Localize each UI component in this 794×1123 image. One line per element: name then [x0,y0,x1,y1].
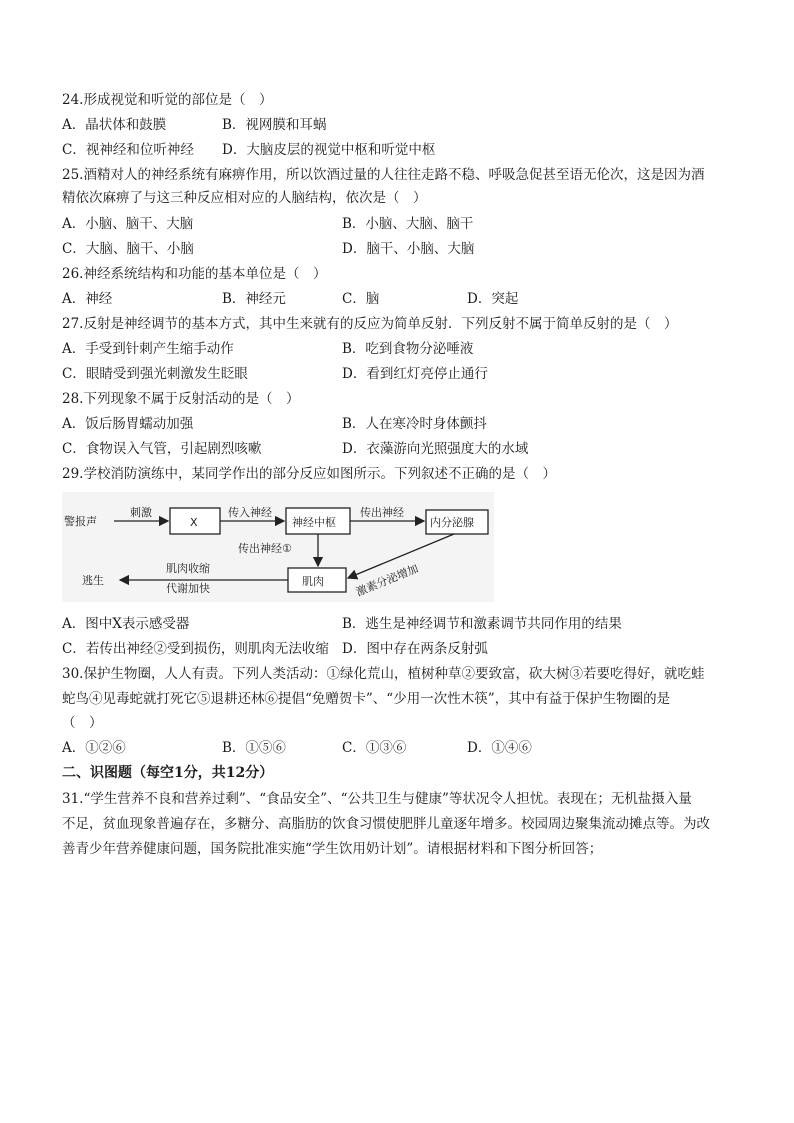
q25-stem-line2: 精依次麻痹了与这三种反应相对应的人脑结构，依次是（ ） [62,190,427,206]
q24-option-d: D．大脑皮层的视觉中枢和听觉中枢 [222,142,436,158]
q30-option-a: A．①②⑥ [62,740,126,756]
q27-option-d: D．看到红灯亮停止通行 [342,366,488,382]
q28-option-b: B．人在寒冷时身体颤抖 [342,416,487,432]
q29-option-d: D．图中存在两条反射弧 [342,641,488,657]
q25-option-d: D．脑干、小脑、大脑 [342,241,475,257]
q26-stem: 26.神经系统结构和功能的基本单位是（ ） [62,266,327,282]
q29-option-b: B．逃生是神经调节和激素调节共同作用的结果 [342,616,622,632]
q24-option-b: B．视网膜和耳蜗 [222,117,327,133]
label-stimulus: 刺激 [130,506,152,519]
label-alarm: 警报声 [64,515,97,528]
q24-option-c: C．视神经和位听神经 [62,142,194,158]
q31-line3: 善青少年营养健康问题，国务院批准实施“学生饮用奶计划”。请根据材料和下图分析回答； [62,841,603,857]
q30-option-c: C．①③⑥ [342,740,407,756]
label-endocrine: 内分泌腺 [430,516,474,529]
label-efferent-mid: 传出神经① [238,542,292,555]
q28-option-d: D．衣藻游向光照强度大的水域 [342,441,529,457]
reflex-diagram [62,492,494,602]
label-contract2: 代谢加快 [166,582,210,595]
q27-stem: 27.反射是神经调节的基本方式，其中生来就有的反应为简单反射．下列反射不属于简单反射的是（ ） [62,316,678,332]
q26-option-d: D．突起 [467,291,519,307]
q29-option-c: C．若传出神经②受到损伤，则肌肉无法收缩 [62,641,329,657]
q26-option-b: B．神经元 [222,291,286,307]
q28-option-c: C．食物误入气管，引起剧烈咳嗽 [62,441,262,457]
q30-option-d: D．①④⑥ [467,740,532,756]
q24-option-a: A．晶状体和鼓膜 [62,117,167,133]
q25-option-c: C．大脑、脑干、小脑 [62,241,194,257]
label-center: 神经中枢 [292,516,336,529]
q25-option-b: B．小脑、大脑、脑干 [342,216,474,232]
label-hormone: 激素分泌增加 [354,562,421,599]
label-x: X [190,516,198,529]
q29-stem: 29.学校消防演练中，某同学作出的部分反应如图所示。下列叙述不正确的是（ ） [62,466,556,482]
q26-option-a: A．神经 [62,291,113,307]
q27-option-c: C．眼睛受到强光刺激发生眨眼 [62,366,248,382]
section-heading: 二、识图题（每空1分，共12分） [62,765,274,781]
label-afferent: 传入神经 [228,506,272,519]
label-contract1: 肌肉收缩 [166,562,210,575]
q31-line2: 不足，贫血现象普遍存在，多糖分、高脂肪的饮食习惯使肥胖儿童逐年增多。校园周边聚集流动摊点等。为改 [62,816,710,832]
q30-option-b: B．①⑤⑥ [222,740,286,756]
q25-option-a: A．小脑、脑干、大脑 [62,216,194,232]
q25-stem-line1: 25.酒精对人的神经系统有麻痹作用，所以饮酒过量的人往往走路不稳、呼吸急促甚至语无伦次，这是因为酒 [62,167,705,183]
q30-stem-line2: 蛇鸟④见毒蛇就打死它⑤退耕还林⑥提倡“免赠贺卡”、“少用一次性木筷”，其中有益于保护生物圈的是 [62,691,671,707]
reflex-diagram-svg [62,492,494,602]
label-escape: 逃生 [82,574,104,587]
label-efferent-top: 传出神经 [360,506,404,519]
q26-option-c: C．脑 [342,291,380,307]
q30-stem-line1: 30.保护生物圈，人人有责。下列人类活动：①绿化荒山，植树种草②要致富，砍大树③若要吃得好，就吃蛙 [62,666,705,682]
q28-stem: 28.下列现象不属于反射活动的是（ ） [62,391,300,407]
label-muscle: 肌肉 [302,575,324,588]
q31-line1: 31.“学生营养不良和营养过剩”、“食品安全”、“公共卫生与健康”等状况令人担忧。表现在；无机盐摄入量 [62,791,692,807]
q28-option-a: A．饭后肠胃蠕动加强 [62,416,194,432]
q29-option-a: A．图中X表示感受器 [62,616,190,632]
q30-stem-line3: （ ） [62,715,103,731]
q24-stem: 24.形成视觉和听觉的部位是（ ） [62,92,273,108]
q27-option-a: A．手受到针刺产生缩手动作 [62,341,234,357]
q27-option-b: B．吃到食物分泌唾液 [342,341,474,357]
